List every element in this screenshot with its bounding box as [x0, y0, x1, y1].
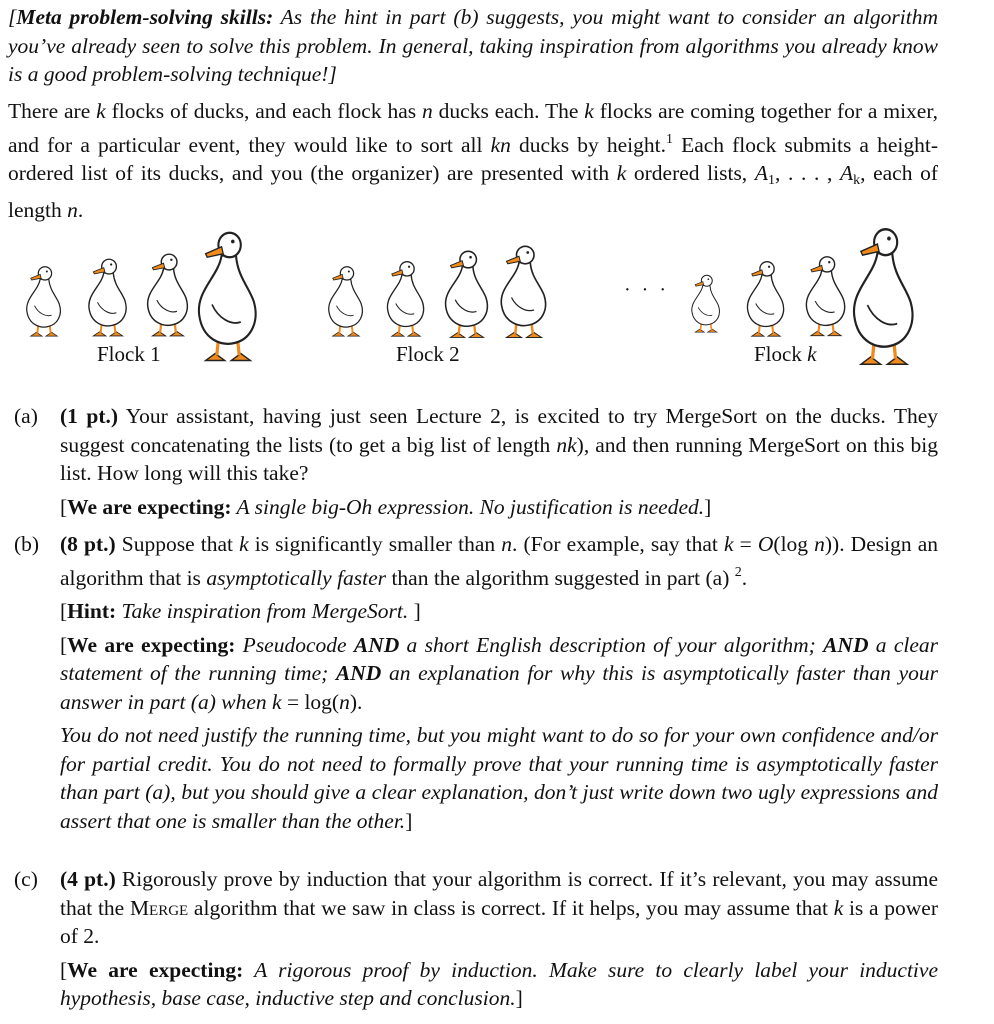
expectation: [We are expecting: Pseudocode AND a short English description of your algorithm; AND a clear statement of the running time; AND an explanation for why this is asymptotically faster than your answer in part (a) when k = log(n). — [60, 632, 938, 714]
part-label: (c) — [14, 867, 38, 891]
hint: [Hint: Take inspiration from MergeSort. ] — [60, 599, 421, 623]
meta-text: As the hint in part (b) suggests, you might want to consider an algorithm you’ve already seen to solve this problem. In general, taking inspiration from algorithms you already know is a good problem-solving technique! — [8, 5, 939, 86]
duck — [27, 267, 61, 336]
duck — [387, 262, 423, 336]
expectation: [We are expecting: A rigorous proof by induction. Make sure to clearly label your inductive hypothesis, base case, inductive step and conclusion.] — [60, 957, 938, 1010]
part-a: (a) (1 pt.) Your assistant, having just seen Lecture 2, is excited to try MergeSort on the ducks. They suggest concatenating the lists (to get a big list of length nk), and then running MergeSort on this big list. How long will this take? [We are expecting: A single big-Oh expression. No justification is needed.] — [14, 402, 938, 521]
part-c: (c) (4 pt.) Rigorously prove by induction that your algorithm is correct. If it’s relevant, you may assume that the Merge algorithm that we saw in class is correct. If it helps, you may assume that k is a power of 2. [We are expecting: A rigorous proof by induction. Make sure to clearly label your inductive hypothesis, base case, inductive step and conclusion.] — [14, 865, 938, 1013]
flock-1-label: Flock 1 — [97, 342, 161, 366]
duck — [199, 233, 256, 361]
meta-paragraph — [8, 3, 938, 89]
part-b: (b) (8 pt.) Suppose that k is significantly smaller than n. (For example, say that k = O(log n)). Design an algorithm that is asymptotically faster than the algorithm suggested in part (a) $^2$. [Hint: Take inspiration from MergeSort. ] [We are expecting: Pseudocode AND a short English description of your algorithm; AND a clear statement of the running time; AND an explanation for why this is asymptotically faster than your answer in part (a) when k = log(n). You do not need justify the running time, but you might want to do so for your own confidence and/or for partial credit. You do not need to formally prove that your running time is asymptotically faster than part (a), but you should give a clear explanation, don’t just write down two ugly expressions and assert that one is smaller than the other.] — [14, 530, 938, 835]
duck — [446, 251, 488, 337]
footnote-marker: 1 — [665, 131, 673, 147]
bracket: ] — [328, 62, 337, 86]
duck — [148, 254, 188, 336]
flock-k-label: Flock k — [754, 342, 817, 366]
duck — [89, 259, 126, 336]
duck — [747, 262, 783, 336]
duck — [501, 246, 545, 337]
expectation: [We are expecting: A single big-Oh expression. No justification is needed.] — [60, 494, 712, 519]
part-label: (a) — [14, 404, 38, 428]
duck — [692, 275, 720, 332]
meta-title: Meta problem-solving skills: — [16, 5, 274, 29]
intro-paragraph: There are k flocks of ducks, and each flock has n ducks each. The k flocks are coming together for a mixer, and for a particular event, they would like to sort all kn ducks by height.$^1$ Each flock submits a height-ordered list of its ducks, and you (the organizer) are presented with k ordered lists, $A_1$, . . . , $A_k$, each of length n. — [8, 99, 939, 222]
duck — [854, 229, 912, 364]
points: (1 pt.) — [60, 404, 119, 428]
bracket: [ — [8, 5, 17, 29]
points: (4 pt.) — [60, 867, 116, 891]
duck — [329, 267, 363, 336]
flock-2-label: Flock 2 — [396, 342, 460, 366]
points: (8 pt.) — [60, 532, 116, 556]
duck — [806, 257, 844, 336]
part-label: (b) — [14, 532, 40, 556]
ellipsis: · · · — [624, 279, 669, 301]
note: You do not need justify the running time, but you might want to do so for your own confidence and/or for partial credit. You do not need to formally prove that your running time is asymptotically faster than part (a), but you should give a clear explanation, don’t just write down two ugly expressions and assert that one is smaller than the other.] — [60, 723, 938, 833]
